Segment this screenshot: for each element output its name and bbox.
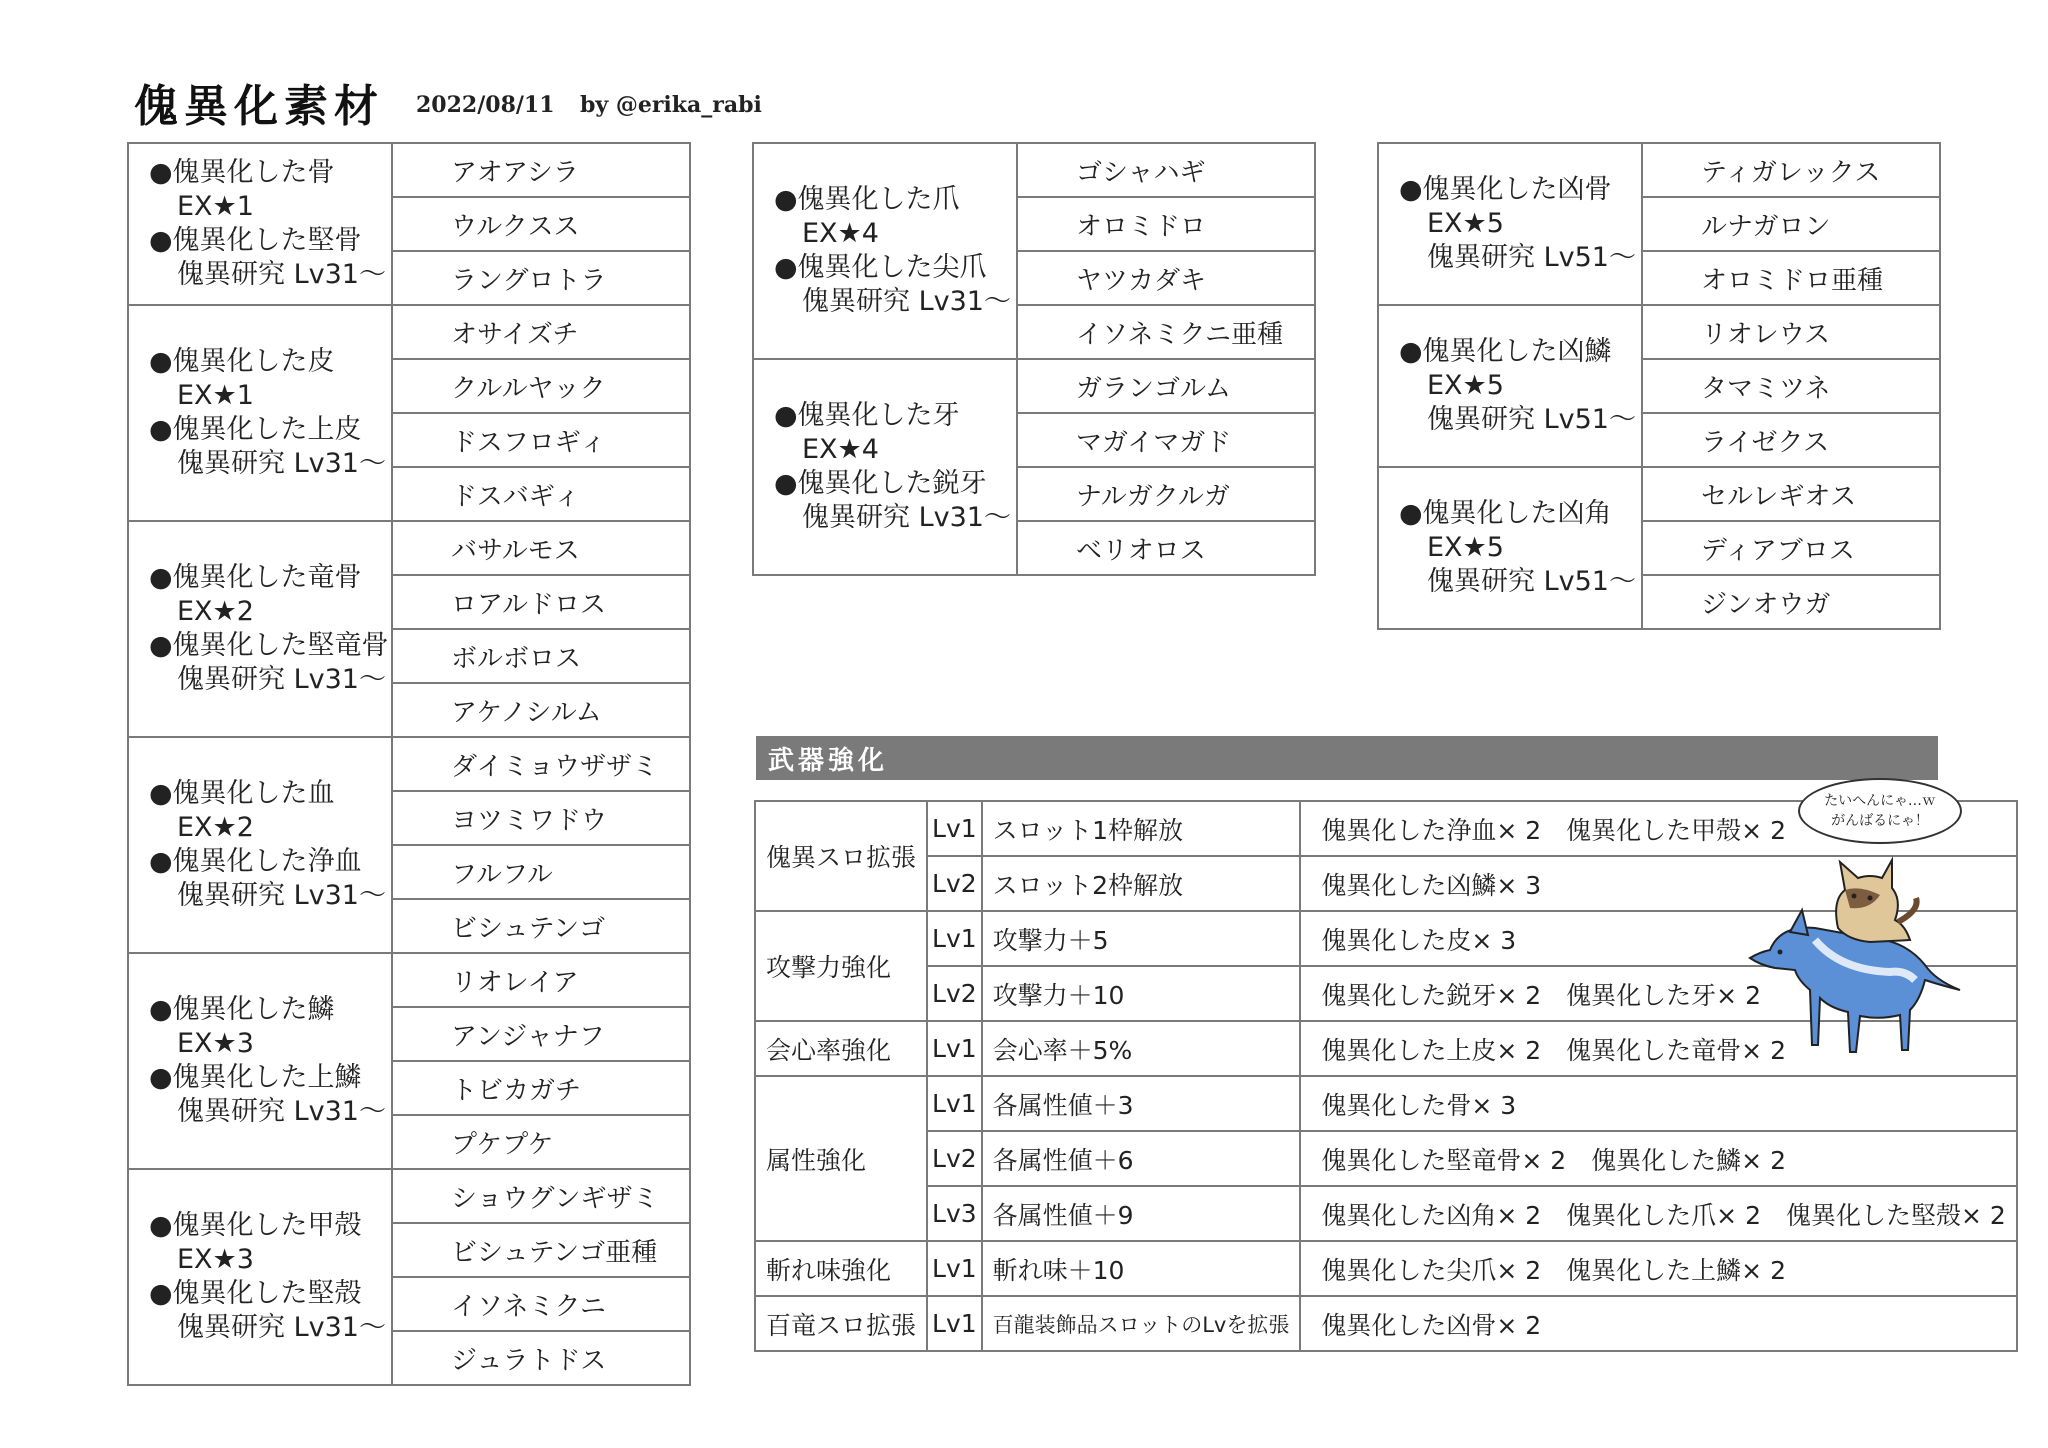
monster-cell: ジンオウガ <box>1643 574 1939 628</box>
material-group-fierce-scale <box>1379 304 1939 466</box>
monster-list <box>393 522 689 736</box>
monster-cell: ラングロトラ <box>393 250 689 304</box>
monster-list <box>393 954 689 1168</box>
monster-list <box>393 738 689 952</box>
level-cell: Lv1 <box>927 1021 982 1076</box>
table-row <box>755 1296 2017 1351</box>
material-group-fang <box>754 358 1314 574</box>
material-name: ●傀異化した血 <box>149 778 335 809</box>
monster-cell: ドスバギィ <box>393 466 689 520</box>
material-name: ●傀異化した骨 <box>149 157 335 188</box>
monster-cell: ダイミョウザザミ <box>451 751 658 782</box>
material-rank: EX★5 <box>1427 208 1504 239</box>
materials-cell: 傀異化した皮× 3 <box>1300 911 2016 966</box>
material-name-upper: ●傀異化した堅殻 <box>149 1278 362 1309</box>
monster-cell: ロアルドロス <box>393 574 689 628</box>
material-name: ●傀異化した竜骨 <box>149 562 362 593</box>
speech-bubble <box>1798 778 1962 844</box>
monster-cell: イソネミクニ亜種 <box>1018 304 1314 358</box>
material-requirement: 傀異研究 Lv31～ <box>177 664 386 695</box>
monster-cell: ディアブロス <box>1643 520 1939 574</box>
monster-cell: クルルヤック <box>393 358 689 412</box>
monster-cell: ナルガクルガ <box>1018 466 1314 520</box>
effect-cell: 百龍装飾品スロットのLvを拡張 <box>982 1296 1301 1351</box>
material-requirement: 傀異研究 Lv51～ <box>1427 242 1636 273</box>
monster-cell: セルレギオス <box>1701 481 1857 512</box>
level-cell: Lv3 <box>927 1186 982 1241</box>
monster-list <box>393 1170 689 1384</box>
category-cell: 百竜スロ拡張 <box>755 1296 927 1351</box>
effect-cell: 斬れ味＋10 <box>982 1241 1301 1296</box>
page-date: 2022/08/11 <box>416 92 555 118</box>
weapon-section-header: 武器強化 <box>756 736 1938 780</box>
monster-cell: マガイマガド <box>1018 412 1314 466</box>
monster-list <box>1643 306 1939 466</box>
material-table-col1 <box>127 142 691 1386</box>
monster-cell: リオレウス <box>1701 319 1830 350</box>
category-cell: 属性強化 <box>755 1076 927 1241</box>
material-rank: EX★4 <box>802 434 879 465</box>
cat-riding-wolf-illustration <box>1720 840 1970 1090</box>
monster-cell: アンジャナフ <box>393 1006 689 1060</box>
monster-cell: ガランゴルム <box>1076 373 1231 404</box>
materials-cell: 傀異化した上皮× 2 傀異化した竜骨× 2 <box>1300 1021 2016 1076</box>
level-cell: Lv2 <box>927 966 982 1021</box>
monster-list <box>1018 144 1314 358</box>
monster-cell: トビカガチ <box>393 1060 689 1114</box>
materials-cell: 傀異化した鋭牙× 2 傀異化した牙× 2 <box>1300 966 2016 1021</box>
material-name-upper: ●傀異化した上鱗 <box>149 1062 362 1093</box>
monster-cell: リオレイア <box>451 967 579 998</box>
monster-cell: フルフル <box>393 844 689 898</box>
monster-list <box>393 144 689 304</box>
monster-cell: イソネミクニ <box>393 1276 689 1330</box>
level-cell: Lv1 <box>927 1296 982 1351</box>
table-row <box>755 1241 2017 1296</box>
material-name: ●傀異化した爪 <box>774 184 960 215</box>
table-row <box>755 1131 2017 1186</box>
monster-cell: ゴシャハギ <box>1076 157 1206 188</box>
material-requirement: 傀異研究 Lv31～ <box>802 286 1011 317</box>
category-cell: 傀異スロ拡張 <box>755 801 927 911</box>
material-name: ●傀異化した凶骨 <box>1399 174 1612 205</box>
material-info <box>129 954 393 1168</box>
material-group-dragonbone <box>129 520 689 736</box>
category-cell: 斬れ味強化 <box>755 1241 927 1296</box>
effect-cell: 各属性値＋3 <box>982 1076 1301 1131</box>
materials-cell: 傀異化した骨× 3 <box>1300 1076 2016 1131</box>
material-info <box>129 522 393 736</box>
material-name: ●傀異化した凶鱗 <box>1399 336 1612 367</box>
monster-cell: ヤツカダキ <box>1018 250 1314 304</box>
wolf-icon <box>1750 928 1960 1052</box>
material-group-fierce-horn <box>1379 466 1939 628</box>
material-group-bone <box>129 144 689 304</box>
material-info <box>754 144 1018 358</box>
material-name: ●傀異化した牙 <box>774 400 960 431</box>
material-requirement: 傀異研究 Lv51～ <box>1427 404 1636 435</box>
speech-line-1: たいへんにゃ…ｗ <box>1824 793 1936 809</box>
monster-cell: ビシュテンゴ <box>393 898 689 952</box>
monster-cell: ボルボロス <box>393 628 689 682</box>
material-table-col2 <box>752 142 1316 576</box>
material-rank: EX★3 <box>177 1028 254 1059</box>
monster-list <box>1018 360 1314 574</box>
material-group-hide <box>129 304 689 520</box>
material-requirement: 傀異研究 Lv31～ <box>177 259 386 290</box>
material-name-upper: ●傀異化した堅竜骨 <box>149 630 389 661</box>
materials-cell: 傀異化した凶角× 2 傀異化した爪× 2 傀異化した堅殻× 2 <box>1300 1186 2016 1241</box>
material-rank: EX★2 <box>177 596 254 627</box>
monster-cell: ティガレックス <box>1701 157 1881 188</box>
material-group-claw <box>754 144 1314 358</box>
monster-cell: ヨツミワドウ <box>393 790 689 844</box>
materials-cell: 傀異化した尖爪× 2 傀異化した上鱗× 2 <box>1300 1241 2016 1296</box>
monster-list <box>1643 468 1939 628</box>
monster-cell: オサイズチ <box>451 319 579 350</box>
material-rank: EX★1 <box>177 380 254 411</box>
category-cell: 会心率強化 <box>755 1021 927 1076</box>
monster-cell: ルナガロン <box>1643 196 1939 250</box>
material-name: ●傀異化した凶角 <box>1399 498 1612 529</box>
material-name-upper: ●傀異化した浄血 <box>149 846 362 877</box>
monster-cell: バサルモス <box>451 535 580 566</box>
level-cell: Lv2 <box>927 856 982 911</box>
level-cell: Lv2 <box>927 1131 982 1186</box>
level-cell: Lv1 <box>927 1241 982 1296</box>
speech-line-2: がんばるにゃ！ <box>1831 813 1929 829</box>
effect-cell: 攻撃力＋5 <box>982 911 1301 966</box>
effect-cell: 各属性値＋9 <box>982 1186 1301 1241</box>
table-row <box>755 1186 2017 1241</box>
page-title: 傀異化素材 <box>134 81 384 132</box>
monster-cell: アケノシルム <box>393 682 689 736</box>
material-requirement: 傀異研究 Lv31～ <box>177 448 386 479</box>
material-rank: EX★5 <box>1427 532 1504 563</box>
material-rank: EX★2 <box>177 812 254 843</box>
effect-cell: スロット2枠解放 <box>982 856 1301 911</box>
monster-list <box>1643 144 1939 304</box>
material-rank: EX★3 <box>177 1244 254 1275</box>
page-author: by @erika_rabi <box>580 92 762 118</box>
effect-cell: 攻撃力＋10 <box>982 966 1301 1021</box>
material-name-upper: ●傀異化した尖爪 <box>774 252 987 283</box>
material-name: ●傀異化した皮 <box>149 346 335 377</box>
material-name: ●傀異化した鱗 <box>149 994 335 1025</box>
monster-cell: タマミツネ <box>1643 358 1939 412</box>
materials-cell: 傀異化した浄血× 2 傀異化した甲殻× 2 <box>1300 801 2016 856</box>
material-requirement: 傀異研究 Lv51～ <box>1427 566 1636 597</box>
effect-cell: 会心率＋5% <box>982 1021 1301 1076</box>
effect-cell: スロット1枠解放 <box>982 801 1301 856</box>
material-group-fierce-bone <box>1379 144 1939 304</box>
monster-cell: アオアシラ <box>451 157 579 188</box>
monster-cell: オロミドロ <box>1018 196 1314 250</box>
monster-cell: オロミドロ亜種 <box>1643 250 1939 304</box>
monster-cell: ビシュテンゴ亜種 <box>393 1222 689 1276</box>
category-cell: 攻撃力強化 <box>755 911 927 1021</box>
material-requirement: 傀異研究 Lv31～ <box>802 502 1011 533</box>
material-group-scale <box>129 952 689 1168</box>
material-group-blood <box>129 736 689 952</box>
level-cell: Lv1 <box>927 1076 982 1131</box>
monster-cell: ドスフロギィ <box>393 412 689 466</box>
material-info <box>1379 306 1643 466</box>
material-rank: EX★4 <box>802 218 879 249</box>
material-name-upper: ●傀異化した堅骨 <box>149 225 362 256</box>
monster-cell: ジュラトドス <box>393 1330 689 1384</box>
material-name: ●傀異化した甲殻 <box>149 1210 362 1241</box>
monster-cell: ウルクスス <box>393 196 689 250</box>
material-requirement: 傀異研究 Lv31～ <box>177 880 386 911</box>
material-info <box>129 738 393 952</box>
effect-cell: 各属性値＋6 <box>982 1131 1301 1186</box>
material-requirement: 傀異研究 Lv31～ <box>177 1312 386 1343</box>
material-group-shell <box>129 1168 689 1384</box>
materials-cell: 傀異化した凶鱗× 3 <box>1300 856 2016 911</box>
material-rank: EX★5 <box>1427 370 1504 401</box>
monster-cell: ベリオロス <box>1018 520 1314 574</box>
material-info <box>129 144 393 304</box>
material-info <box>1379 144 1643 304</box>
material-table-col3 <box>1377 142 1941 630</box>
level-cell: Lv1 <box>927 801 982 856</box>
material-rank: EX★1 <box>177 191 254 222</box>
material-info <box>129 306 393 520</box>
monster-cell: ライゼクス <box>1643 412 1939 466</box>
monster-cell: ショウグンギザミ <box>451 1183 659 1214</box>
material-name-upper: ●傀異化した上皮 <box>149 414 362 445</box>
monster-cell: プケプケ <box>393 1114 689 1168</box>
material-name-upper: ●傀異化した鋭牙 <box>774 468 987 499</box>
materials-cell: 傀異化した凶骨× 2 <box>1300 1296 2016 1351</box>
material-requirement: 傀異研究 Lv31～ <box>177 1096 386 1127</box>
material-info <box>129 1170 393 1384</box>
materials-cell: 傀異化した堅竜骨× 2 傀異化した鱗× 2 <box>1300 1131 2016 1186</box>
material-info <box>1379 468 1643 628</box>
level-cell: Lv1 <box>927 911 982 966</box>
material-info <box>754 360 1018 574</box>
monster-list <box>393 306 689 520</box>
